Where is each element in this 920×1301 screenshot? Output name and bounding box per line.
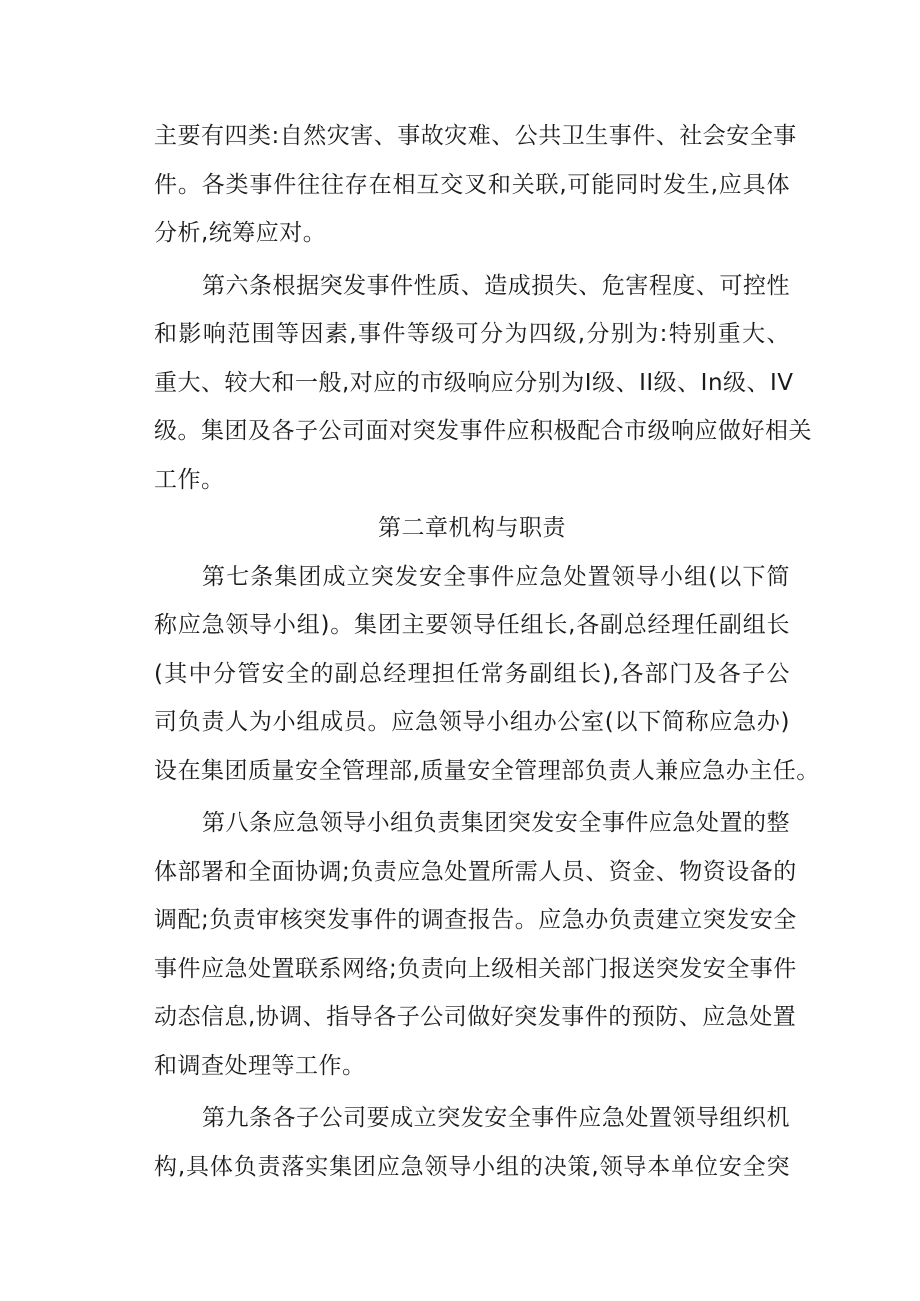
text-line: 级。集团及各子公司面对突发事件应积极配合市级响应做好相关 <box>154 418 812 444</box>
paragraph-article-6 <box>154 262 812 505</box>
text-line: 分析,统筹应对。 <box>154 220 327 246</box>
text-line: 主要有四类:自然灾害、事故灾难、公共卫生事件、社会安全事 <box>154 123 797 149</box>
text-line: 第七条集团成立突发安全事件应急处置领导小组(以下简 <box>202 563 790 590</box>
text-line: 设在集团质量安全管理部,质量安全管理部负责人兼应急办主任。 <box>154 757 820 784</box>
text-line: 事件应急处置联系网络;负责向上级相关部门报送突发安全事件 <box>154 955 797 982</box>
text-line: 体部署和全面协调;负责应急处置所需人员、资金、物资设备的 <box>154 858 797 885</box>
text-line: 第八条应急领导小组负责集团突发安全事件应急处置的整 <box>202 810 790 836</box>
text-line: 称应急领导小组)。集团主要领导任组长,各副总经理任副组长 <box>154 612 790 638</box>
text-line: 重大、较大和一般,对应的市级响应分别为I级、II级、In级、IV <box>154 369 794 396</box>
document-body <box>154 112 820 1191</box>
text-line: 和影响范围等因素,事件等级可分为四级,分别为:特别重大、 <box>154 321 790 347</box>
chapter-heading: 第二章机构与职责 <box>378 515 566 541</box>
paragraph-article-8 <box>154 799 797 1090</box>
paragraph-1 <box>154 112 797 258</box>
text-line: 工作。 <box>154 466 225 493</box>
text-line: 和调查处理等工作。 <box>154 1052 366 1079</box>
text-line: 动态信息,协调、指导各子公司做好突发事件的预防、应急处置 <box>154 1004 797 1030</box>
text-line: 调配;负责审核突发事件的调查报告。应急办负责建立突发安全 <box>154 907 797 933</box>
text-line: 构,具体负责落实集团应急领导小组的决策,领导本单位安全突 <box>154 1153 790 1180</box>
paragraph-article-7 <box>154 553 820 796</box>
text-line: 第六条根据突发事件性质、造成损失、危害程度、可控性 <box>202 272 790 299</box>
text-line: (其中分管安全的副总经理担任常务副组长),各部门及各子公 <box>154 660 790 687</box>
text-line: 司负责人为小组成员。应急领导小组办公室(以下简称应急办) <box>154 709 790 735</box>
text-line: 件。各类事件往往存在相互交叉和关联,可能同时发生,应具体 <box>154 171 790 198</box>
paragraph-article-9 <box>154 1094 790 1191</box>
text-line: 第九条各子公司要成立突发安全事件应急处置领导组织机 <box>202 1105 790 1131</box>
